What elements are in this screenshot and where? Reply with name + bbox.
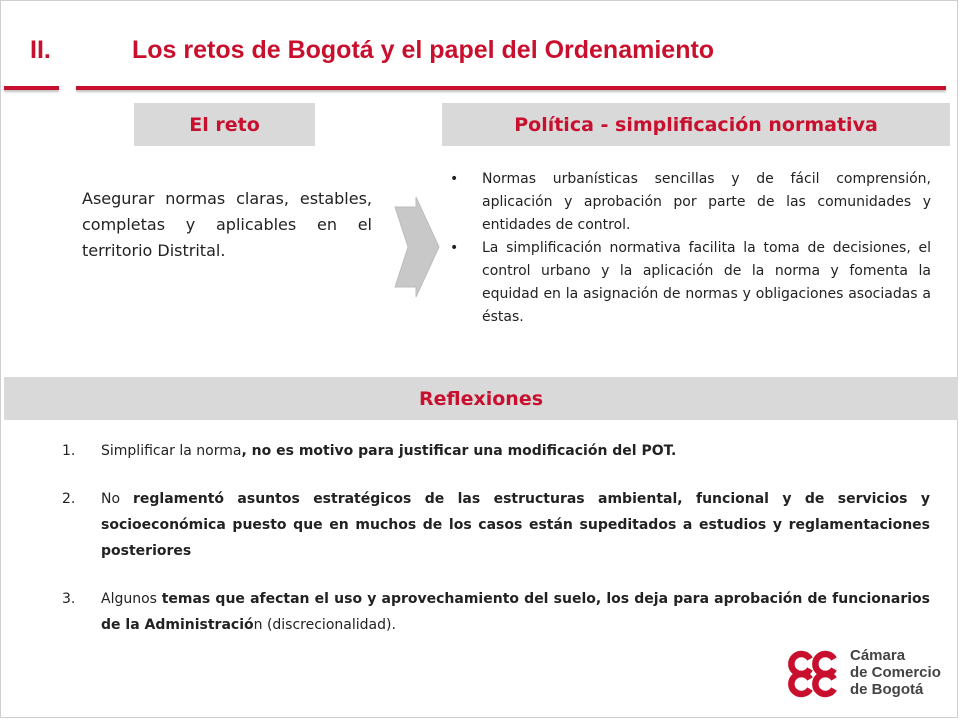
reflexion-number: 3. bbox=[62, 591, 76, 607]
logo-line: de Bogotá bbox=[850, 681, 924, 698]
reflexiones-header-label: Reflexiones bbox=[418, 387, 544, 410]
politica-bullet-list bbox=[450, 168, 931, 329]
chevron-arrow-icon bbox=[394, 196, 440, 298]
logo-line: Cámara bbox=[850, 647, 906, 664]
reflexiones-header bbox=[4, 377, 958, 420]
reflexion-item bbox=[62, 586, 930, 638]
politica-header-label: Política - simplificación normativa bbox=[514, 113, 878, 136]
bullet-dot-icon: • bbox=[450, 240, 459, 256]
reflexion-text-part: Simplificar la norma bbox=[101, 443, 242, 459]
politica-bullet bbox=[450, 237, 931, 329]
reflexion-text-part: No bbox=[101, 491, 134, 507]
reflexion-number: 2. bbox=[62, 491, 76, 507]
reflexiones-list bbox=[62, 438, 930, 660]
slide-title bbox=[30, 32, 714, 68]
politica-bullet bbox=[450, 168, 931, 237]
reflexion-item bbox=[62, 486, 930, 564]
reflexion-text-part-bold: , no es motivo para justificar una modificación del POT. bbox=[241, 443, 677, 459]
reflexion-number: 1. bbox=[62, 443, 76, 459]
title-text: Los retos de Bogotá y el papel del Ordenamiento bbox=[132, 36, 715, 64]
ccb-logo-mark-icon bbox=[784, 647, 846, 701]
politica-header bbox=[442, 103, 950, 146]
politica-bullet-text: La simplificación normativa facilita la toma de decisiones, el control urbano y la aplicación de la norma y fomenta la equidad en la asignación de normas y obligaciones asociadas a éstas. bbox=[482, 240, 931, 325]
logo-wordmark bbox=[850, 647, 941, 698]
reflexion-item bbox=[62, 438, 930, 464]
reto-description: Asegurar normas claras, estables, completas y aplicables en el territorio Distrital. bbox=[82, 189, 372, 260]
title-underline-short bbox=[4, 86, 59, 90]
logo-line: de Comercio bbox=[850, 664, 941, 681]
politica-bullet-text: Normas urbanísticas sencillas y de fácil comprensión, aplicación y aprobación por parte de las comunidades y entidades de control. bbox=[482, 171, 931, 233]
bullet-dot-icon: • bbox=[450, 171, 459, 187]
reflexion-text-part: n (discrecionalidad). bbox=[253, 617, 396, 633]
title-underline-long bbox=[76, 86, 946, 90]
reflexion-text-part: Algunos bbox=[101, 591, 162, 607]
reto-header-label: El reto bbox=[189, 113, 260, 136]
camara-comercio-logo bbox=[784, 647, 944, 703]
reflexion-text-part-bold: temas que afectan el uso y aprovechamiento del suelo, los deja para aprobación de funcionarios de la Administració bbox=[101, 591, 930, 633]
reflexion-text-part-bold: reglamentó asuntos estratégicos de las estructuras ambiental, funcional y de servicios y socioeconómica puesto que en muchos de los casos están supeditados a estudios y reglamentaciones posteriores bbox=[101, 491, 930, 559]
section-number: II. bbox=[30, 36, 51, 64]
reto-header bbox=[134, 103, 315, 146]
